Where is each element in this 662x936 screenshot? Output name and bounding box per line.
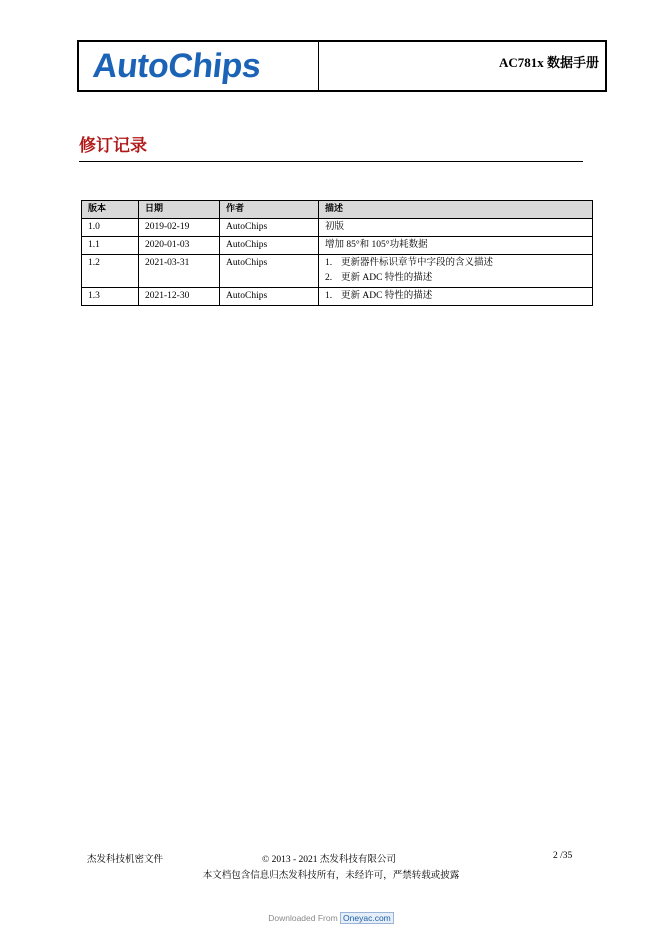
header-date: 日期 [139,201,220,219]
item-number: 2. [325,273,333,283]
cell-author: AutoChips [220,219,319,237]
title-cell [319,42,605,90]
logo-cell [79,42,319,90]
header-author: 作者 [220,201,319,219]
heading-divider [79,161,583,162]
description-item [325,271,586,286]
table-row [82,255,593,288]
table-header-row [82,201,593,219]
table-row [82,237,593,255]
download-prefix: Downloaded From [268,913,338,923]
footer-confidential: 杰发科技机密文件 [87,855,164,865]
cell-author: AutoChips [220,237,319,255]
autochips-logo: AutoChips [91,46,263,85]
item-number: 1. [325,258,333,268]
cell-date: 2021-12-30 [139,288,220,306]
table-row [82,219,593,237]
description-item [325,289,586,304]
header-version: 版本 [82,201,139,219]
footer-notice: 本文档包含信息归杰发科技所有，未经许可，严禁转载或披露 [202,871,460,881]
footer-copyright: © 2013 - 2021 杰发科技有限公司 [262,855,396,865]
cell-version: 1.3 [82,288,139,306]
cell-author: AutoChips [220,288,319,306]
cell-version: 1.0 [82,219,139,237]
download-site-link[interactable]: Oneyac.com [340,912,394,924]
cell-version: 1.1 [82,237,139,255]
cell-date: 2020-01-03 [139,237,220,255]
item-text: 更新器件标识章节中字段的含义描述 [341,258,494,268]
cell-description: 增加 85°和 105°功耗数据 [319,237,593,255]
item-number: 1. [325,291,333,301]
header-description: 描述 [319,201,593,219]
cell-description [319,288,593,306]
item-text: 更新 ADC 特性的描述 [341,291,433,301]
cell-description: 初版 [319,219,593,237]
document-title: AC781x 数据手册 [498,55,599,70]
table-row [82,288,593,306]
download-banner [0,913,662,923]
cell-date: 2019-02-19 [139,219,220,237]
item-text: 更新 ADC 特性的描述 [341,273,433,283]
section-heading: 修订记录 [79,136,147,156]
revision-table [81,200,593,306]
page-header [77,40,607,92]
cell-date: 2021-03-31 [139,255,220,288]
cell-version: 1.2 [82,255,139,288]
footer-page-number: 2 /35 [553,851,573,861]
cell-description [319,255,593,288]
description-item [325,256,586,271]
cell-author: AutoChips [220,255,319,288]
